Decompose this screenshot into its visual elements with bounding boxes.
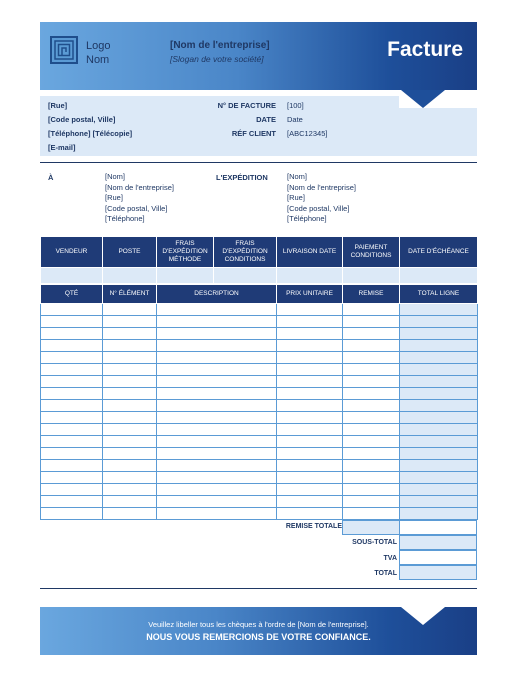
item-cell[interactable] <box>103 364 157 376</box>
shipping-cell[interactable] <box>277 268 343 284</box>
total-discount-cell[interactable] <box>342 520 400 535</box>
item-cell[interactable] <box>400 364 478 376</box>
item-cell[interactable] <box>343 436 400 448</box>
item-cell[interactable] <box>400 436 478 448</box>
bill-to-line[interactable]: [Rue] <box>105 193 123 203</box>
item-cell[interactable] <box>277 328 343 340</box>
item-cell[interactable] <box>157 484 277 496</box>
item-cell[interactable] <box>157 376 277 388</box>
bill-to-line[interactable]: [Nom de l'entreprise] <box>105 182 174 192</box>
item-cell[interactable] <box>343 460 400 472</box>
item-cell[interactable] <box>157 340 277 352</box>
item-cell[interactable] <box>157 496 277 508</box>
item-cell[interactable] <box>41 496 103 508</box>
item-cell[interactable] <box>277 484 343 496</box>
item-cell[interactable] <box>277 352 343 364</box>
item-cell[interactable] <box>157 316 277 328</box>
ship-to-line[interactable]: [Téléphone] <box>287 214 327 224</box>
item-cell[interactable] <box>277 436 343 448</box>
item-cell[interactable] <box>343 364 400 376</box>
item-cell[interactable] <box>277 508 343 520</box>
sender-info-block-extension <box>399 108 477 156</box>
items-table-header <box>41 285 478 304</box>
banner-notch <box>401 90 445 108</box>
item-cell[interactable] <box>277 400 343 412</box>
divider <box>40 162 477 163</box>
logo-line-2: Nom <box>86 54 110 66</box>
total-cell[interactable] <box>399 565 477 580</box>
item-cell[interactable] <box>277 472 343 484</box>
ship-to-line[interactable]: [Nom de l'entreprise] <box>287 182 356 192</box>
item-cell[interactable] <box>41 316 103 328</box>
table-row <box>41 424 478 436</box>
company-name[interactable]: [Nom de l'entreprise] <box>170 40 270 51</box>
item-cell[interactable] <box>157 460 277 472</box>
item-cell[interactable] <box>400 400 478 412</box>
item-cell[interactable] <box>400 328 478 340</box>
items-header-cell: QTÉ <box>41 285 103 304</box>
items-header-cell: N° ÉLÉMENT <box>103 285 157 304</box>
logo-icon <box>50 36 78 64</box>
footer-notch <box>401 607 445 625</box>
item-cell[interactable] <box>41 364 103 376</box>
table-row <box>41 400 478 412</box>
shipping-cell[interactable] <box>103 268 157 284</box>
total-label: TOTAL <box>374 570 397 577</box>
footer-thanks: NOUS VOUS REMERCIONS DE VOTRE CONFIANCE. <box>146 632 371 642</box>
item-cell[interactable] <box>343 340 400 352</box>
table-row <box>41 484 478 496</box>
item-cell[interactable] <box>343 400 400 412</box>
item-cell[interactable] <box>400 448 478 460</box>
item-cell[interactable] <box>157 424 277 436</box>
item-cell[interactable] <box>157 328 277 340</box>
item-cell[interactable] <box>41 352 103 364</box>
item-cell[interactable] <box>277 388 343 400</box>
table-row <box>41 376 478 388</box>
tax-label: TVA <box>383 555 397 562</box>
sender-email[interactable]: [E-mail] <box>48 143 76 152</box>
item-cell[interactable] <box>157 412 277 424</box>
item-cell[interactable] <box>157 448 277 460</box>
sender-street[interactable]: [Rue] <box>48 101 68 110</box>
item-cell[interactable] <box>400 304 478 316</box>
item-cell[interactable] <box>157 304 277 316</box>
logo-line-1: Logo <box>86 40 111 52</box>
tax-cell[interactable] <box>399 550 477 565</box>
item-cell[interactable] <box>343 304 400 316</box>
table-row <box>41 448 478 460</box>
table-row <box>41 460 478 472</box>
item-cell[interactable] <box>103 376 157 388</box>
item-cell[interactable] <box>400 340 478 352</box>
item-cell[interactable] <box>103 424 157 436</box>
page-title: Facture <box>387 38 463 61</box>
item-cell[interactable] <box>343 316 400 328</box>
item-cell[interactable] <box>41 412 103 424</box>
invoice-date-value[interactable]: Date <box>287 115 303 124</box>
shipping-cell[interactable] <box>157 268 214 284</box>
item-cell[interactable] <box>103 436 157 448</box>
ship-to-label: L'EXPÉDITION <box>216 173 268 182</box>
shipping-table-header <box>41 237 478 268</box>
table-row <box>41 436 478 448</box>
item-cell[interactable] <box>41 340 103 352</box>
item-cell[interactable] <box>157 508 277 520</box>
shipping-cell[interactable] <box>41 268 103 284</box>
item-cell[interactable] <box>343 328 400 340</box>
item-cell[interactable] <box>343 352 400 364</box>
shipping-header-cell: VENDEUR <box>41 237 103 268</box>
item-cell[interactable] <box>103 460 157 472</box>
total-discount-line-cell[interactable] <box>399 520 477 535</box>
item-cell[interactable] <box>41 508 103 520</box>
item-cell[interactable] <box>103 448 157 460</box>
footer-payment-note: Veuillez libeller tous les chèques à l'ordre de [Nom de l'entreprise]. <box>148 620 369 629</box>
ship-to-line[interactable]: [Rue] <box>287 193 305 203</box>
item-cell[interactable] <box>103 316 157 328</box>
items-table <box>40 284 478 520</box>
item-cell[interactable] <box>157 400 277 412</box>
total-discount-label: REMISE TOTALE <box>285 523 342 530</box>
item-cell[interactable] <box>277 496 343 508</box>
item-cell[interactable] <box>343 412 400 424</box>
item-cell[interactable] <box>400 316 478 328</box>
item-cell[interactable] <box>157 352 277 364</box>
shipping-header-cell: LIVRAISON DATE <box>277 237 343 268</box>
item-cell[interactable] <box>400 508 478 520</box>
table-row <box>41 316 478 328</box>
header-banner <box>40 22 477 90</box>
item-cell[interactable] <box>277 364 343 376</box>
item-cell[interactable] <box>343 472 400 484</box>
item-cell[interactable] <box>157 472 277 484</box>
item-cell[interactable] <box>277 304 343 316</box>
table-row <box>41 364 478 376</box>
item-cell[interactable] <box>343 448 400 460</box>
item-cell[interactable] <box>277 316 343 328</box>
bill-to-line[interactable]: [Nom] <box>105 172 126 181</box>
item-cell[interactable] <box>103 388 157 400</box>
item-cell[interactable] <box>343 424 400 436</box>
subtotal-cell[interactable] <box>399 535 477 550</box>
item-cell[interactable] <box>103 328 157 340</box>
item-cell[interactable] <box>103 304 157 316</box>
item-cell[interactable] <box>103 496 157 508</box>
item-cell[interactable] <box>400 376 478 388</box>
logo-text <box>86 39 110 67</box>
shipping-header-cell: DATE D'ÉCHÉANCE <box>400 237 478 268</box>
item-cell[interactable] <box>157 436 277 448</box>
company-slogan[interactable]: [Slogan de votre société] <box>170 54 264 64</box>
item-cell[interactable] <box>277 376 343 388</box>
table-row <box>41 496 478 508</box>
item-cell[interactable] <box>41 388 103 400</box>
table-row <box>41 472 478 484</box>
invoice-date-label: DATE <box>256 115 276 124</box>
shipping-table-row[interactable] <box>41 268 478 284</box>
item-cell[interactable] <box>277 340 343 352</box>
ship-to-line[interactable]: [Nom] <box>287 172 308 181</box>
item-cell[interactable] <box>277 448 343 460</box>
items-header-cell: REMISE <box>343 285 400 304</box>
item-cell[interactable] <box>41 328 103 340</box>
item-cell[interactable] <box>41 424 103 436</box>
table-row <box>41 304 478 316</box>
shipping-header-cell: FRAIS D'EXPÉDITION MÉTHODE <box>157 237 214 268</box>
item-cell[interactable] <box>343 388 400 400</box>
client-ref-value[interactable]: [ABC12345] <box>287 129 328 138</box>
invoice-number-value[interactable]: [100] <box>287 101 304 110</box>
item-cell[interactable] <box>343 496 400 508</box>
item-cell[interactable] <box>41 460 103 472</box>
item-cell[interactable] <box>400 388 478 400</box>
table-row <box>41 508 478 520</box>
item-cell[interactable] <box>41 448 103 460</box>
item-cell[interactable] <box>400 352 478 364</box>
item-cell[interactable] <box>41 304 103 316</box>
item-cell[interactable] <box>157 364 277 376</box>
bill-to-line[interactable]: [Code postal, Ville] <box>105 203 168 213</box>
item-cell[interactable] <box>103 472 157 484</box>
shipping-header-cell: POSTE <box>103 237 157 268</box>
item-cell[interactable] <box>41 484 103 496</box>
item-cell[interactable] <box>277 412 343 424</box>
item-cell[interactable] <box>400 424 478 436</box>
item-cell[interactable] <box>103 400 157 412</box>
table-row <box>41 340 478 352</box>
subtotal-label: SOUS-TOTAL <box>352 539 397 546</box>
sender-city[interactable]: [Code postal, Ville] <box>48 115 116 124</box>
item-cell[interactable] <box>277 424 343 436</box>
bill-to-line[interactable]: [Téléphone] <box>105 214 145 224</box>
table-row <box>41 352 478 364</box>
client-ref-label: RÉF CLIENT <box>231 129 276 138</box>
table-row <box>41 388 478 400</box>
item-cell[interactable] <box>41 472 103 484</box>
item-cell[interactable] <box>103 352 157 364</box>
item-cell[interactable] <box>343 508 400 520</box>
items-header-cell: TOTAL LIGNE <box>400 285 478 304</box>
bill-to-label: À <box>48 173 54 182</box>
invoice-number-label: N° DE FACTURE <box>217 101 276 110</box>
item-cell[interactable] <box>400 472 478 484</box>
sender-phone-fax[interactable]: [Téléphone] [Télécopie] <box>48 129 133 138</box>
ship-to-line[interactable]: [Code postal, Ville] <box>287 203 350 213</box>
shipping-cell[interactable] <box>343 268 400 284</box>
item-cell[interactable] <box>157 388 277 400</box>
item-cell[interactable] <box>277 460 343 472</box>
shipping-header-cell: PAIEMENT CONDITIONS <box>343 237 400 268</box>
item-cell[interactable] <box>400 484 478 496</box>
items-header-cell: DESCRIPTION <box>157 285 277 304</box>
shipping-cell[interactable] <box>214 268 277 284</box>
item-cell[interactable] <box>41 376 103 388</box>
item-cell[interactable] <box>400 460 478 472</box>
item-cell[interactable] <box>41 400 103 412</box>
shipping-table <box>40 236 478 284</box>
shipping-cell[interactable] <box>400 268 478 284</box>
item-cell[interactable] <box>103 340 157 352</box>
item-cell[interactable] <box>103 508 157 520</box>
shipping-header-cell: FRAIS D'EXPÉDITION CONDITIONS <box>214 237 277 268</box>
item-cell[interactable] <box>343 376 400 388</box>
item-cell[interactable] <box>400 496 478 508</box>
item-cell[interactable] <box>343 484 400 496</box>
item-cell[interactable] <box>103 412 157 424</box>
table-row <box>41 412 478 424</box>
table-row <box>41 328 478 340</box>
items-header-cell: PRIX UNITAIRE <box>277 285 343 304</box>
item-cell[interactable] <box>400 412 478 424</box>
item-cell[interactable] <box>41 436 103 448</box>
footer-divider <box>40 588 477 589</box>
item-cell[interactable] <box>103 484 157 496</box>
